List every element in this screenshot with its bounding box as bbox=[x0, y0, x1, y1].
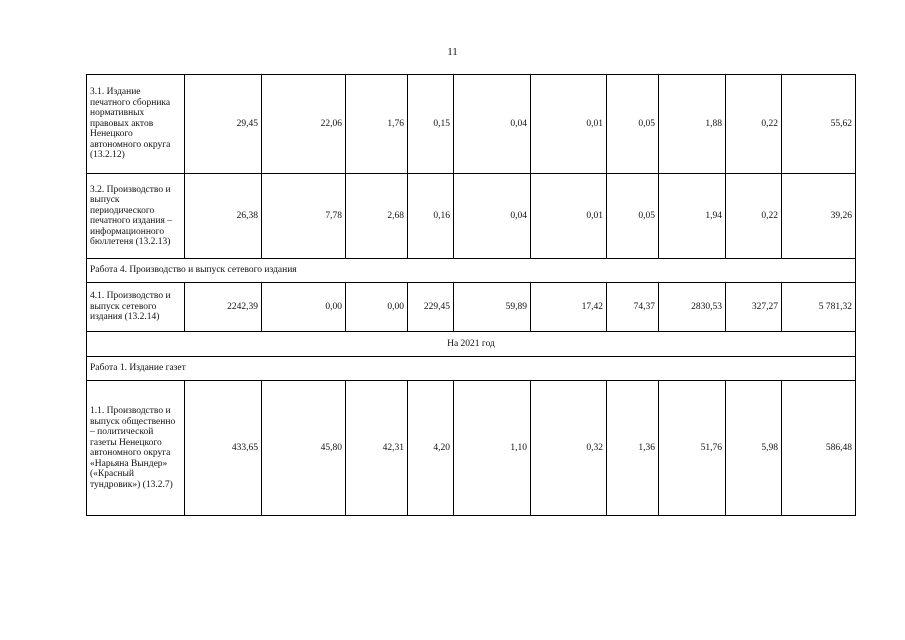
value-cell: 1,10 bbox=[454, 381, 531, 516]
value-cell: 2,68 bbox=[346, 174, 408, 259]
value-cell: 26,38 bbox=[185, 174, 262, 259]
value-cell: 0,01 bbox=[531, 174, 607, 259]
table-row bbox=[87, 75, 856, 174]
value-cell: 433,65 bbox=[185, 381, 262, 516]
value-cell: 0,05 bbox=[607, 75, 659, 174]
value-cell: 51,76 bbox=[659, 381, 726, 516]
value-cell: 0,16 bbox=[408, 174, 454, 259]
row-name-cell: 3.2. Производство и выпуск периодического печатного издания – информационного бюллетеня (13.2.13) bbox=[87, 174, 185, 259]
value-cell: 0,32 bbox=[531, 381, 607, 516]
value-cell: 5,98 bbox=[726, 381, 782, 516]
value-cell: 59,89 bbox=[454, 283, 531, 332]
value-cell: 1,36 bbox=[607, 381, 659, 516]
table-row bbox=[87, 381, 856, 516]
value-cell: 1,76 bbox=[346, 75, 408, 174]
value-cell: 74,37 bbox=[607, 283, 659, 332]
value-cell: 42,31 bbox=[346, 381, 408, 516]
value-cell: 0,22 bbox=[726, 174, 782, 259]
value-cell: 0,15 bbox=[408, 75, 454, 174]
value-cell: 0,00 bbox=[262, 283, 346, 332]
table-row bbox=[87, 174, 856, 259]
page-number: 11 bbox=[447, 46, 458, 58]
value-cell: 327,27 bbox=[726, 283, 782, 332]
value-cell: 1,94 bbox=[659, 174, 726, 259]
value-cell: 1,88 bbox=[659, 75, 726, 174]
value-cell: 2242,39 bbox=[185, 283, 262, 332]
value-cell: 2830,53 bbox=[659, 283, 726, 332]
section-row bbox=[87, 357, 856, 381]
total-cell: 55,62 bbox=[782, 75, 856, 174]
row-name-cell: 4.1. Производство и выпуск сетевого издания (13.2.14) bbox=[87, 283, 185, 332]
value-cell: 0,01 bbox=[531, 75, 607, 174]
table-row bbox=[87, 283, 856, 332]
section-row bbox=[87, 259, 856, 283]
section-heading: Работа 4. Производство и выпуск сетевого издания bbox=[87, 259, 856, 283]
value-cell: 7,78 bbox=[262, 174, 346, 259]
value-cell: 22,06 bbox=[262, 75, 346, 174]
value-cell: 0,05 bbox=[607, 174, 659, 259]
value-cell: 45,80 bbox=[262, 381, 346, 516]
value-cell: 0,22 bbox=[726, 75, 782, 174]
value-cell: 4,20 bbox=[408, 381, 454, 516]
row-name-cell: 1.1. Производство и выпуск общественно – политической газеты Ненецкого автономного округа «Нарьяна Вындер» («Красный тундровик») (13.2.7) bbox=[87, 381, 185, 516]
value-cell: 229,45 bbox=[408, 283, 454, 332]
value-cell: 0,04 bbox=[454, 75, 531, 174]
total-cell: 5 781,32 bbox=[782, 283, 856, 332]
row-name-cell: 3.1. Издание печатного сборника нормативных правовых актов Ненецкого автономного округа (13.2.12) bbox=[87, 75, 185, 174]
section-heading: Работа 1. Издание газет bbox=[87, 357, 856, 381]
year-row bbox=[87, 332, 856, 357]
value-cell: 0,04 bbox=[454, 174, 531, 259]
value-cell: 0,00 bbox=[346, 283, 408, 332]
cost-table bbox=[86, 74, 856, 516]
total-cell: 586,48 bbox=[782, 381, 856, 516]
year-heading: На 2021 год bbox=[87, 332, 856, 357]
value-cell: 29,45 bbox=[185, 75, 262, 174]
value-cell: 17,42 bbox=[531, 283, 607, 332]
total-cell: 39,26 bbox=[782, 174, 856, 259]
